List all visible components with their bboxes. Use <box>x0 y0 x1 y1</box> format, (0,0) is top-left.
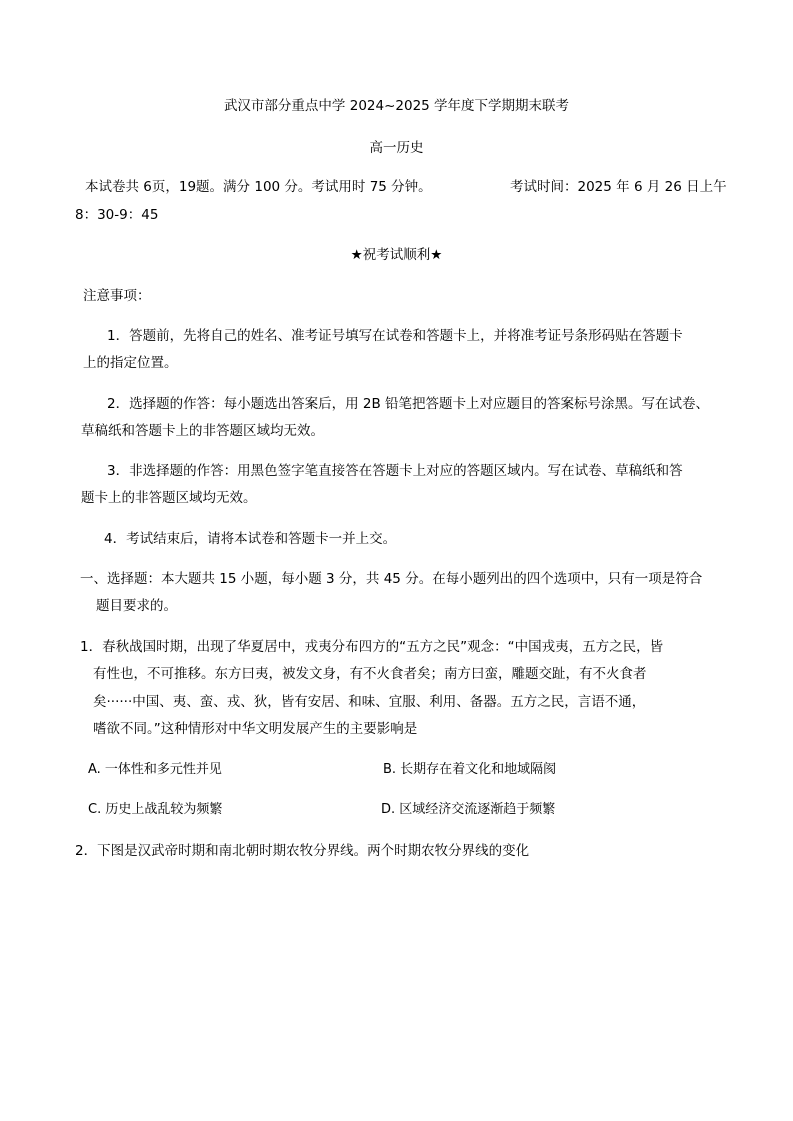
q1-option-c: C. 历史上战乱较为频繁 <box>88 802 223 817</box>
exam-time-continued: 8：30-9：45 <box>75 207 159 223</box>
notice-item-3-line1: 3．非选择题的作答：用黑色签字笔直接答在答题卡上对应的答题区域内。写在试卷、草稿纸和答 <box>107 463 683 479</box>
exam-title: 武汉市部分重点中学 2024~2025 学年度下学期期末联考 <box>223 98 570 114</box>
exam-info-right: 考试时间：2025 年 6 月 26 日上午 <box>510 179 727 195</box>
q1-option-a: A. 一体性和多元性并见 <box>88 762 222 777</box>
notice-item-1-line1: 1．答题前，先将自己的姓名、准考证号填写在试卷和答题卡上，并将准考证号条形码贴在答题卡 <box>107 328 683 344</box>
notice-item-1-line2: 上的指定位置。 <box>83 355 178 371</box>
q1-stem-line1: 1．春秋战国时期，出现了华夏居中，戎夷分布四方的“五方之民”观念：“中国戎夷，五方之民，皆 <box>80 639 664 655</box>
subject-title: 高一历史 <box>369 140 424 156</box>
q1-option-b: B. 长期存在着文化和地域隔阂 <box>383 762 557 777</box>
q2-stem-line1: 2．下图是汉武帝时期和南北朝时期农牧分界线。两个时期农牧分界线的变化 <box>75 843 530 859</box>
notice-item-3-line2: 题卡上的非答题区域均无效。 <box>81 490 257 506</box>
notice-item-2-line1: 2．选择题的作答：每小题选出答案后，用 2B 铅笔把答题卡上对应题目的答案标号涂黑。写在试卷、 <box>107 396 710 412</box>
blessing-line: ★祝考试顺利★ <box>350 247 443 263</box>
q1-option-d: D. 区域经济交流逐渐趋于频繁 <box>381 802 556 817</box>
q1-stem-line2: 有性也，不可推移。东方曰夷，被发文身，有不火食者矣；南方曰蛮，雕题交趾，有不火食者 <box>93 666 647 682</box>
q1-stem-line3: 矣······中国、夷、蛮、戎、狄，皆有安居、和味、宜服、利用、备器。五方之民，言语不通， <box>93 694 646 710</box>
section1-heading-line2: 题目要求的。 <box>96 598 177 614</box>
notice-item-2-line2: 草稿纸和答题卡上的非答题区域均无效。 <box>81 423 324 439</box>
exam-info-left: 本试卷共 6页，19题。满分 100 分。考试用时 75 分钟。 <box>85 179 432 195</box>
q1-stem-line4: 嗜欲不同。”这种情形对中华文明发展产生的主要影响是 <box>93 721 418 737</box>
section1-heading-line1: 一、选择题：本大题共 15 小题，每小题 3 分，共 45 分。在每小题列出的四个选项中，只有一项是符合 <box>80 571 703 587</box>
notice-heading: 注意事项： <box>83 288 151 304</box>
notice-item-4: 4．考试结束后，请将本试卷和答题卡一并上交。 <box>104 531 397 547</box>
